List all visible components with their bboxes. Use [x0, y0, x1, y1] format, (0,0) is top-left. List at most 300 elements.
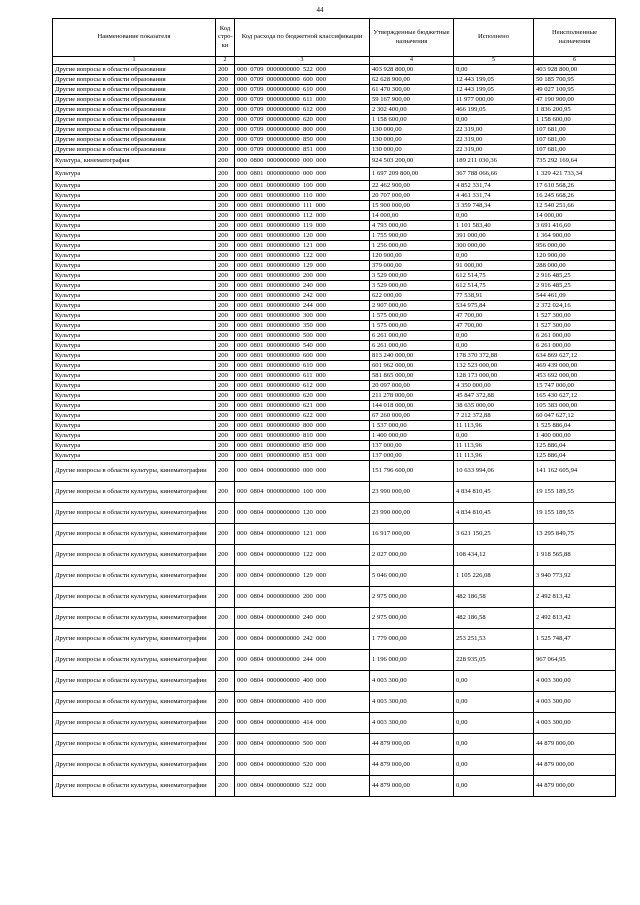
row-name: Культура — [53, 331, 216, 341]
row-line-code: 200 — [216, 431, 235, 441]
table-row — [53, 85, 616, 95]
row-expense-code: 000 0800 0000000000 000 000 — [235, 155, 370, 168]
row-approved: 120 900,00 — [370, 251, 454, 261]
row-executed: 391 000,00 — [454, 231, 534, 241]
table-row — [53, 755, 616, 776]
row-unexecuted: 544 461,09 — [534, 291, 616, 301]
row-unexecuted: 288 000,00 — [534, 261, 616, 271]
row-approved: 20 097 000,00 — [370, 381, 454, 391]
row-executed: 189 211 030,36 — [454, 155, 534, 168]
table-row — [53, 461, 616, 482]
row-line-code: 200 — [216, 301, 235, 311]
header-approved: Утвержденные бюджетные назначения — [370, 19, 454, 57]
row-line-code: 200 — [216, 503, 235, 524]
row-name: Культура — [53, 321, 216, 331]
row-unexecuted: 735 292 169,64 — [534, 155, 616, 168]
row-name: Культура — [53, 421, 216, 431]
row-unexecuted: 141 162 605,94 — [534, 461, 616, 482]
row-line-code: 200 — [216, 545, 235, 566]
row-executed: 4 834 810,45 — [454, 482, 534, 503]
row-name: Другие вопросы в области образования — [53, 105, 216, 115]
column-number: 3 — [235, 57, 370, 65]
row-executed: 11 113,96 — [454, 441, 534, 451]
table-row — [53, 75, 616, 85]
table-row — [53, 95, 616, 105]
row-unexecuted: 1 836 200,95 — [534, 105, 616, 115]
table-row — [53, 145, 616, 155]
row-approved: 20 707 000,00 — [370, 191, 454, 201]
row-name: Другие вопросы в области образования — [53, 125, 216, 135]
row-line-code: 200 — [216, 321, 235, 331]
header-line-code: Код стро-ки — [216, 19, 235, 57]
column-number: 4 — [370, 57, 454, 65]
row-name: Другие вопросы в области культуры, кинематографии — [53, 482, 216, 503]
table-row — [53, 421, 616, 431]
column-number: 1 — [53, 57, 216, 65]
row-unexecuted: 44 879 000,00 — [534, 755, 616, 776]
row-approved: 59 167 900,00 — [370, 95, 454, 105]
table-row — [53, 271, 616, 281]
row-expense-code: 000 0801 0000000000 100 000 — [235, 181, 370, 191]
row-expense-code: 000 0801 0000000000 120 000 — [235, 231, 370, 241]
row-line-code: 200 — [216, 776, 235, 797]
row-approved: 211 278 000,00 — [370, 391, 454, 401]
table-row — [53, 441, 616, 451]
row-unexecuted: 1 525 748,47 — [534, 629, 616, 650]
row-unexecuted: 1 527 300,00 — [534, 311, 616, 321]
row-expense-code: 000 0801 0000000000 500 000 — [235, 331, 370, 341]
row-expense-code: 000 0801 0000000000 610 000 — [235, 361, 370, 371]
row-line-code: 200 — [216, 341, 235, 351]
table-row — [53, 135, 616, 145]
row-name: Другие вопросы в области образования — [53, 145, 216, 155]
row-expense-code: 000 0801 0000000000 119 000 — [235, 221, 370, 231]
header-name: Наименование показателя — [53, 19, 216, 57]
row-name: Другие вопросы в области культуры, кинематографии — [53, 587, 216, 608]
row-expense-code: 000 0709 0000000000 600 000 — [235, 75, 370, 85]
row-executed: 3 359 748,34 — [454, 201, 534, 211]
row-approved: 44 879 000,00 — [370, 776, 454, 797]
table-row — [53, 261, 616, 271]
row-line-code: 200 — [216, 451, 235, 461]
row-line-code: 200 — [216, 115, 235, 125]
row-expense-code: 000 0804 0000000000 121 000 — [235, 524, 370, 545]
row-executed: 0,00 — [454, 713, 534, 734]
row-approved: 2 302 400,00 — [370, 105, 454, 115]
table-row — [53, 221, 616, 231]
row-executed: 0,00 — [454, 755, 534, 776]
row-line-code: 200 — [216, 125, 235, 135]
row-approved: 1 158 600,00 — [370, 115, 454, 125]
row-approved: 4 003 300,00 — [370, 713, 454, 734]
row-expense-code: 000 0801 0000000000 240 000 — [235, 281, 370, 291]
row-expense-code: 000 0804 0000000000 122 000 — [235, 545, 370, 566]
row-name: Культура — [53, 221, 216, 231]
row-unexecuted: 2 916 485,25 — [534, 271, 616, 281]
row-executed: 7 212 372,88 — [454, 411, 534, 421]
table-row — [53, 291, 616, 301]
row-line-code: 200 — [216, 734, 235, 755]
row-executed: 128 173 000,00 — [454, 371, 534, 381]
table-row — [53, 401, 616, 411]
row-line-code: 200 — [216, 145, 235, 155]
row-approved: 137 000,00 — [370, 451, 454, 461]
row-line-code: 200 — [216, 371, 235, 381]
row-expense-code: 000 0709 0000000000 850 000 — [235, 135, 370, 145]
row-executed: 0,00 — [454, 431, 534, 441]
row-expense-code: 000 0801 0000000000 112 000 — [235, 211, 370, 221]
row-executed: 482 186,58 — [454, 587, 534, 608]
row-expense-code: 000 0801 0000000000 121 000 — [235, 241, 370, 251]
row-line-code: 200 — [216, 351, 235, 361]
row-executed: 4 852 331,74 — [454, 181, 534, 191]
row-approved: 601 962 000,00 — [370, 361, 454, 371]
table-row — [53, 351, 616, 361]
row-expense-code: 000 0804 0000000000 129 000 — [235, 566, 370, 587]
row-unexecuted: 107 681,00 — [534, 135, 616, 145]
row-name: Культура — [53, 381, 216, 391]
row-executed: 4 834 810,45 — [454, 503, 534, 524]
row-expense-code: 000 0801 0000000000 620 000 — [235, 391, 370, 401]
row-expense-code: 000 0801 0000000000 810 000 — [235, 431, 370, 441]
row-approved: 2 975 000,00 — [370, 608, 454, 629]
row-unexecuted: 1 525 886,04 — [534, 421, 616, 431]
row-executed: 11 113,96 — [454, 421, 534, 431]
row-name: Культура — [53, 311, 216, 321]
table-row — [53, 482, 616, 503]
table-row — [53, 650, 616, 671]
row-expense-code: 000 0801 0000000000 200 000 — [235, 271, 370, 281]
row-unexecuted: 13 295 849,75 — [534, 524, 616, 545]
column-number: 2 — [216, 57, 235, 65]
row-approved: 4 003 300,00 — [370, 692, 454, 713]
row-approved: 1 575 000,00 — [370, 311, 454, 321]
table-row — [53, 155, 616, 168]
row-expense-code: 000 0709 0000000000 620 000 — [235, 115, 370, 125]
row-approved: 2 907 000,00 — [370, 301, 454, 311]
row-approved: 4 003 300,00 — [370, 671, 454, 692]
row-executed: 22 319,00 — [454, 135, 534, 145]
row-executed: 0,00 — [454, 341, 534, 351]
row-expense-code: 000 0804 0000000000 200 000 — [235, 587, 370, 608]
row-unexecuted: 4 003 300,00 — [534, 692, 616, 713]
row-name: Другие вопросы в области культуры, кинематографии — [53, 524, 216, 545]
row-executed: 300 000,00 — [454, 241, 534, 251]
table-row — [53, 211, 616, 221]
table-row — [53, 431, 616, 441]
row-expense-code: 000 0804 0000000000 244 000 — [235, 650, 370, 671]
table-row — [53, 734, 616, 755]
row-expense-code: 000 0804 0000000000 500 000 — [235, 734, 370, 755]
row-approved: 61 470 300,00 — [370, 85, 454, 95]
row-unexecuted: 125 886,04 — [534, 441, 616, 451]
row-line-code: 200 — [216, 391, 235, 401]
page-number: 44 — [316, 6, 324, 14]
row-executed: 0,00 — [454, 331, 534, 341]
row-expense-code: 000 0801 0000000000 621 000 — [235, 401, 370, 411]
row-unexecuted: 634 869 627,12 — [534, 351, 616, 361]
row-name: Другие вопросы в области образования — [53, 95, 216, 105]
table-row — [53, 411, 616, 421]
row-name: Культура — [53, 168, 216, 181]
row-unexecuted: 165 430 627,12 — [534, 391, 616, 401]
header-expense-code: Код расхода по бюджетной классификации — [235, 19, 370, 57]
row-name: Другие вопросы в области культуры, кинематографии — [53, 776, 216, 797]
row-unexecuted: 50 185 700,95 — [534, 75, 616, 85]
row-expense-code: 000 0801 0000000000 350 000 — [235, 321, 370, 331]
row-expense-code: 000 0804 0000000000 410 000 — [235, 692, 370, 713]
row-expense-code: 000 0801 0000000000 850 000 — [235, 441, 370, 451]
row-line-code: 200 — [216, 692, 235, 713]
table-row — [53, 545, 616, 566]
row-approved: 2 975 000,00 — [370, 587, 454, 608]
row-expense-code: 000 0801 0000000000 110 000 — [235, 191, 370, 201]
header-row — [53, 19, 616, 57]
row-unexecuted: 2 492 813,42 — [534, 587, 616, 608]
row-executed: 534 975,84 — [454, 301, 534, 311]
row-executed: 367 788 066,66 — [454, 168, 534, 181]
row-name: Культура — [53, 361, 216, 371]
row-expense-code: 000 0709 0000000000 611 000 — [235, 95, 370, 105]
row-line-code: 200 — [216, 713, 235, 734]
row-approved: 2 027 000,00 — [370, 545, 454, 566]
row-approved: 22 462 900,00 — [370, 181, 454, 191]
table-row — [53, 503, 616, 524]
row-unexecuted: 1 364 900,00 — [534, 231, 616, 241]
row-line-code: 200 — [216, 271, 235, 281]
row-executed: 612 514,75 — [454, 271, 534, 281]
row-unexecuted: 4 003 300,00 — [534, 671, 616, 692]
row-executed: 12 443 199,05 — [454, 85, 534, 95]
table-row — [53, 331, 616, 341]
row-name: Культура — [53, 231, 216, 241]
row-approved: 144 018 000,00 — [370, 401, 454, 411]
row-approved: 5 046 000,00 — [370, 566, 454, 587]
row-approved: 1 256 000,00 — [370, 241, 454, 251]
row-name: Культура — [53, 191, 216, 201]
table-row — [53, 311, 616, 321]
row-line-code: 200 — [216, 281, 235, 291]
row-line-code: 200 — [216, 65, 235, 75]
row-name: Культура — [53, 401, 216, 411]
row-name: Другие вопросы в области образования — [53, 75, 216, 85]
row-executed: 22 319,00 — [454, 145, 534, 155]
table-row — [53, 608, 616, 629]
row-name: Культура — [53, 441, 216, 451]
row-unexecuted: 47 190 900,00 — [534, 95, 616, 105]
row-executed: 4 461 331,74 — [454, 191, 534, 201]
table-body — [53, 65, 616, 797]
row-approved: 14 000,00 — [370, 211, 454, 221]
row-executed: 132 523 000,00 — [454, 361, 534, 371]
row-name: Другие вопросы в области культуры, кинематографии — [53, 629, 216, 650]
row-executed: 47 700,00 — [454, 311, 534, 321]
row-unexecuted: 6 261 000,00 — [534, 341, 616, 351]
row-name: Другие вопросы в области культуры, кинематографии — [53, 713, 216, 734]
row-line-code: 200 — [216, 191, 235, 201]
row-executed: 466 199,05 — [454, 105, 534, 115]
row-approved: 67 260 000,00 — [370, 411, 454, 421]
row-name: Культура — [53, 451, 216, 461]
row-expense-code: 000 0801 0000000000 111 000 — [235, 201, 370, 211]
row-line-code: 200 — [216, 566, 235, 587]
row-approved: 1 779 000,00 — [370, 629, 454, 650]
row-unexecuted: 19 155 189,55 — [534, 503, 616, 524]
row-approved: 1 400 000,00 — [370, 431, 454, 441]
row-unexecuted: 2 492 813,42 — [534, 608, 616, 629]
row-expense-code: 000 0801 0000000000 800 000 — [235, 421, 370, 431]
row-name: Культура — [53, 271, 216, 281]
table-row — [53, 181, 616, 191]
row-line-code: 200 — [216, 221, 235, 231]
row-line-code: 200 — [216, 608, 235, 629]
table-row — [53, 231, 616, 241]
row-line-code: 200 — [216, 461, 235, 482]
row-expense-code: 000 0804 0000000000 520 000 — [235, 755, 370, 776]
table-row — [53, 776, 616, 797]
row-executed: 178 370 372,88 — [454, 351, 534, 361]
table-row — [53, 566, 616, 587]
row-approved: 581 865 000,00 — [370, 371, 454, 381]
table-row — [53, 451, 616, 461]
header-unexecuted: Неисполненные назначения — [534, 19, 616, 57]
row-name: Культура — [53, 281, 216, 291]
row-name: Другие вопросы в области культуры, кинематографии — [53, 461, 216, 482]
row-approved: 622 000,00 — [370, 291, 454, 301]
row-name: Культура — [53, 241, 216, 251]
row-unexecuted: 105 383 000,00 — [534, 401, 616, 411]
row-line-code: 200 — [216, 524, 235, 545]
row-name: Культура — [53, 431, 216, 441]
row-name: Другие вопросы в области культуры, кинематографии — [53, 692, 216, 713]
row-name: Другие вопросы в области культуры, кинематографии — [53, 734, 216, 755]
row-expense-code: 000 0804 0000000000 242 000 — [235, 629, 370, 650]
table-row — [53, 381, 616, 391]
row-expense-code: 000 0801 0000000000 242 000 — [235, 291, 370, 301]
row-unexecuted: 1 918 565,88 — [534, 545, 616, 566]
row-approved: 130 000,00 — [370, 145, 454, 155]
header-executed: Исполнено — [454, 19, 534, 57]
row-expense-code: 000 0801 0000000000 600 000 — [235, 351, 370, 361]
row-unexecuted: 14 000,00 — [534, 211, 616, 221]
row-executed: 91 000,00 — [454, 261, 534, 271]
row-executed: 3 621 150,25 — [454, 524, 534, 545]
row-unexecuted: 16 245 668,26 — [534, 191, 616, 201]
row-line-code: 200 — [216, 201, 235, 211]
row-name: Другие вопросы в области образования — [53, 115, 216, 125]
row-expense-code: 000 0804 0000000000 120 000 — [235, 503, 370, 524]
row-executed: 0,00 — [454, 671, 534, 692]
row-line-code: 200 — [216, 755, 235, 776]
row-expense-code: 000 0804 0000000000 240 000 — [235, 608, 370, 629]
column-number: 6 — [534, 57, 616, 65]
row-unexecuted: 1 158 600,00 — [534, 115, 616, 125]
row-unexecuted: 107 681,00 — [534, 145, 616, 155]
row-expense-code: 000 0709 0000000000 610 000 — [235, 85, 370, 95]
row-unexecuted: 6 261 000,00 — [534, 331, 616, 341]
row-expense-code: 000 0709 0000000000 612 000 — [235, 105, 370, 115]
row-name: Культура — [53, 251, 216, 261]
row-executed: 482 186,58 — [454, 608, 534, 629]
row-line-code: 200 — [216, 241, 235, 251]
row-line-code: 200 — [216, 85, 235, 95]
row-approved: 16 917 000,00 — [370, 524, 454, 545]
row-approved: 62 628 900,00 — [370, 75, 454, 85]
table-row — [53, 251, 616, 261]
row-expense-code: 000 0801 0000000000 300 000 — [235, 311, 370, 321]
row-unexecuted: 2 916 485,25 — [534, 281, 616, 291]
table-row — [53, 115, 616, 125]
row-executed: 0,00 — [454, 211, 534, 221]
row-unexecuted: 15 747 000,00 — [534, 381, 616, 391]
table-row — [53, 125, 616, 135]
table-row — [53, 361, 616, 371]
row-executed: 47 700,00 — [454, 321, 534, 331]
table-row — [53, 391, 616, 401]
table-row — [53, 341, 616, 351]
row-approved: 6 261 000,00 — [370, 331, 454, 341]
row-approved: 4 793 000,00 — [370, 221, 454, 231]
row-name: Культура — [53, 291, 216, 301]
row-line-code: 200 — [216, 95, 235, 105]
table-row — [53, 671, 616, 692]
row-approved: 1 196 000,00 — [370, 650, 454, 671]
row-unexecuted: 2 372 024,16 — [534, 301, 616, 311]
row-name: Культура — [53, 181, 216, 191]
row-line-code: 200 — [216, 650, 235, 671]
row-name: Культура — [53, 351, 216, 361]
row-approved: 137 000,00 — [370, 441, 454, 451]
row-approved: 1 575 000,00 — [370, 321, 454, 331]
row-approved: 3 529 000,00 — [370, 281, 454, 291]
table-row — [53, 201, 616, 211]
row-name: Другие вопросы в области культуры, кинематографии — [53, 503, 216, 524]
row-expense-code: 000 0709 0000000000 522 000 — [235, 65, 370, 75]
row-name: Культура — [53, 201, 216, 211]
row-line-code: 200 — [216, 629, 235, 650]
row-executed: 612 514,75 — [454, 281, 534, 291]
row-name: Другие вопросы в области образования — [53, 65, 216, 75]
row-line-code: 200 — [216, 261, 235, 271]
table-row — [53, 692, 616, 713]
row-executed: 77 538,91 — [454, 291, 534, 301]
row-name: Культура, кинематография — [53, 155, 216, 168]
row-executed: 10 633 994,06 — [454, 461, 534, 482]
row-name: Культура — [53, 411, 216, 421]
row-line-code: 200 — [216, 231, 235, 241]
row-approved: 924 503 200,00 — [370, 155, 454, 168]
row-name: Другие вопросы в области культуры, кинематографии — [53, 545, 216, 566]
row-unexecuted: 3 691 416,60 — [534, 221, 616, 231]
row-approved: 3 529 000,00 — [370, 271, 454, 281]
row-line-code: 200 — [216, 587, 235, 608]
row-unexecuted: 17 610 568,26 — [534, 181, 616, 191]
budget-execution-table — [52, 18, 616, 797]
row-executed: 22 319,00 — [454, 125, 534, 135]
row-line-code: 200 — [216, 381, 235, 391]
table-row — [53, 371, 616, 381]
table-row — [53, 301, 616, 311]
row-line-code: 200 — [216, 311, 235, 321]
column-number-row — [53, 57, 616, 65]
row-approved: 6 261 000,00 — [370, 341, 454, 351]
row-line-code: 200 — [216, 135, 235, 145]
row-executed: 108 434,12 — [454, 545, 534, 566]
row-approved: 1 537 000,00 — [370, 421, 454, 431]
row-unexecuted: 1 527 300,00 — [534, 321, 616, 331]
row-expense-code: 000 0801 0000000000 122 000 — [235, 251, 370, 261]
row-name: Культура — [53, 211, 216, 221]
